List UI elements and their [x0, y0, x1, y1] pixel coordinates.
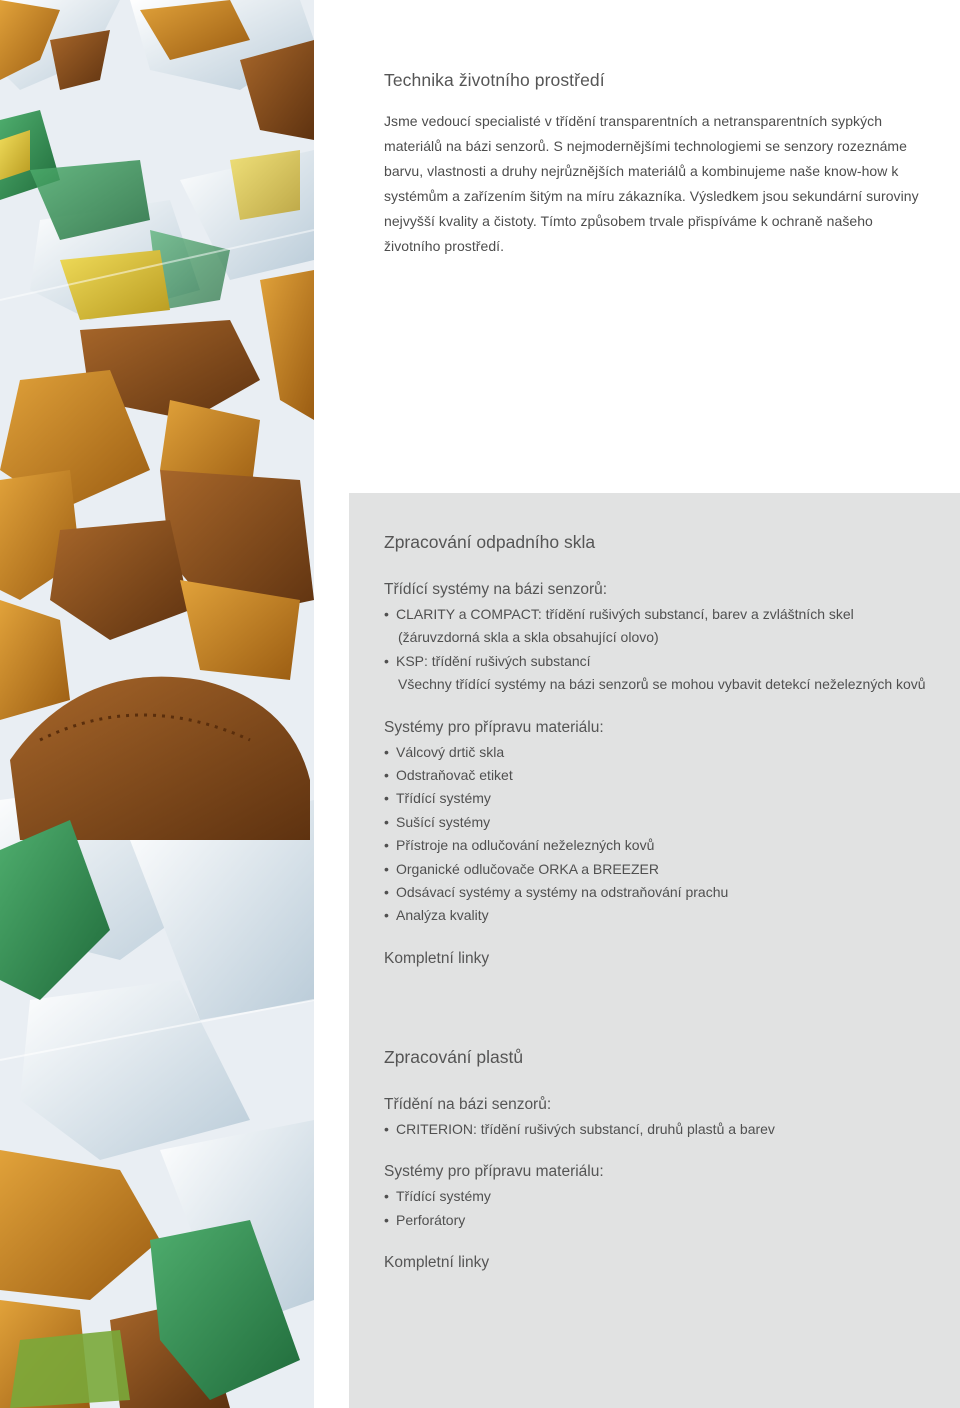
list-item-text: Odsávací systémy a systémy na odstraňování prachu: [396, 884, 729, 901]
list-item: [384, 787, 944, 810]
intro-paragraph: [384, 109, 944, 259]
plastic-sensor-group: [384, 1096, 944, 1141]
list-item-text: Analýza kvality: [396, 907, 489, 924]
list-item: [384, 904, 944, 927]
intro-heading: Technika životního prostředí: [384, 70, 605, 90]
bullet-icon: •: [384, 837, 389, 854]
plastic-sensor-heading: Třídění na bázi senzorů:: [384, 1096, 552, 1113]
list-item: [384, 764, 944, 787]
glass-prep-list: [384, 741, 944, 928]
plastic-section-title: Zpracování plastů: [384, 1047, 524, 1067]
glass-sensor-list-2: [384, 650, 944, 673]
glass-complete-lines: Kompletní linky: [384, 949, 490, 967]
list-item-continuation: (žáruvzdorná skla a skla obsahující olovo): [398, 629, 659, 646]
list-item: [384, 741, 944, 764]
list-item: [384, 858, 944, 881]
list-item: [384, 650, 944, 673]
intro-line: nejvyšší kvality a čistoty. Tímto způsobem trvale přispíváme k ochraně našeho: [384, 213, 873, 229]
intro-line: materiálů na bázi senzorů. S nejmodernějšími technologiemi se senzory rozeznáme: [384, 138, 907, 154]
bullet-icon: •: [384, 1211, 389, 1228]
list-item-text: Třídící systémy: [396, 790, 491, 807]
glass-prep-heading: Systémy pro přípravu materiálu:: [384, 718, 604, 736]
glass-prep-group: [384, 719, 944, 928]
list-item-text: Odstraňovač etiket: [396, 767, 513, 784]
plastic-prep-group: [384, 1163, 944, 1232]
bullet-icon: •: [384, 743, 389, 760]
list-item: [384, 834, 944, 857]
sensor-note: Všechny třídící systémy na bázi senzorů se mohou vybavit detekcí neželezných kovů: [398, 676, 926, 693]
list-item: [384, 1185, 944, 1208]
plastic-prep-list: [384, 1185, 944, 1232]
bullet-icon: •: [384, 884, 389, 901]
glass-sensor-list: [384, 603, 944, 626]
intro-line: systémům a zařízením šitým na míru zákazníka. Výsledkem jsou sekundární suroviny: [384, 188, 919, 204]
intro-line: životního prostředí.: [384, 238, 505, 254]
glass-section-title: Zpracování odpadního skla: [384, 532, 596, 552]
plastic-processing-section: [384, 1047, 944, 1272]
list-item-text: Třídící systémy: [396, 1188, 491, 1205]
glass-sensor-group: [384, 581, 944, 697]
list-item-text: CLARITY a COMPACT: třídění rušivých substancí, barev a zvláštních skel: [396, 606, 854, 622]
list-item-text: Přístroje na odlučování neželezných kovů: [396, 837, 655, 854]
bullet-icon: •: [384, 767, 389, 784]
bullet-icon: •: [384, 1121, 389, 1137]
bullet-icon: •: [384, 813, 389, 830]
plastic-sensor-list: [384, 1118, 944, 1141]
glass-sensor-heading: Třídící systémy na bázi senzorů:: [384, 581, 608, 598]
list-item-text: CRITERION: třídění rušivých substancí, druhů plastů a barev: [396, 1121, 775, 1137]
list-item: [384, 881, 944, 904]
plastic-prep-heading: Systémy pro přípravu materiálu:: [384, 1163, 604, 1181]
list-item-text: Organické odlučovače ORKA a BREEZER: [396, 860, 660, 877]
intro-section: [384, 70, 944, 259]
bullet-icon: •: [384, 907, 389, 924]
list-item-text: Válcový drtič skla: [396, 743, 505, 760]
bullet-icon: •: [384, 606, 389, 622]
bullet-icon: •: [384, 652, 389, 669]
glass-processing-section: [384, 532, 944, 968]
intro-line: Jsme vedoucí specialisté v třídění transparentních a netransparentních sypkých: [384, 113, 883, 129]
list-item: [384, 811, 944, 834]
intro-line: barvu, vlastnosti a druhy nejrůznějších materiálů a kombinujeme naše know-how k: [384, 163, 899, 179]
glass-shards-photo: [0, 0, 314, 1408]
list-item: [384, 1118, 944, 1141]
list-item: [384, 603, 944, 626]
bullet-icon: •: [384, 790, 389, 807]
bullet-icon: •: [384, 1188, 389, 1205]
bullet-icon: •: [384, 860, 389, 877]
list-item-text: Perforátory: [396, 1211, 466, 1228]
list-item: [384, 1209, 944, 1232]
list-item-text: KSP: třídění rušivých substancí: [396, 652, 591, 669]
plastic-complete-lines: Kompletní linky: [384, 1254, 490, 1272]
list-item-text: Sušící systémy: [396, 813, 491, 830]
